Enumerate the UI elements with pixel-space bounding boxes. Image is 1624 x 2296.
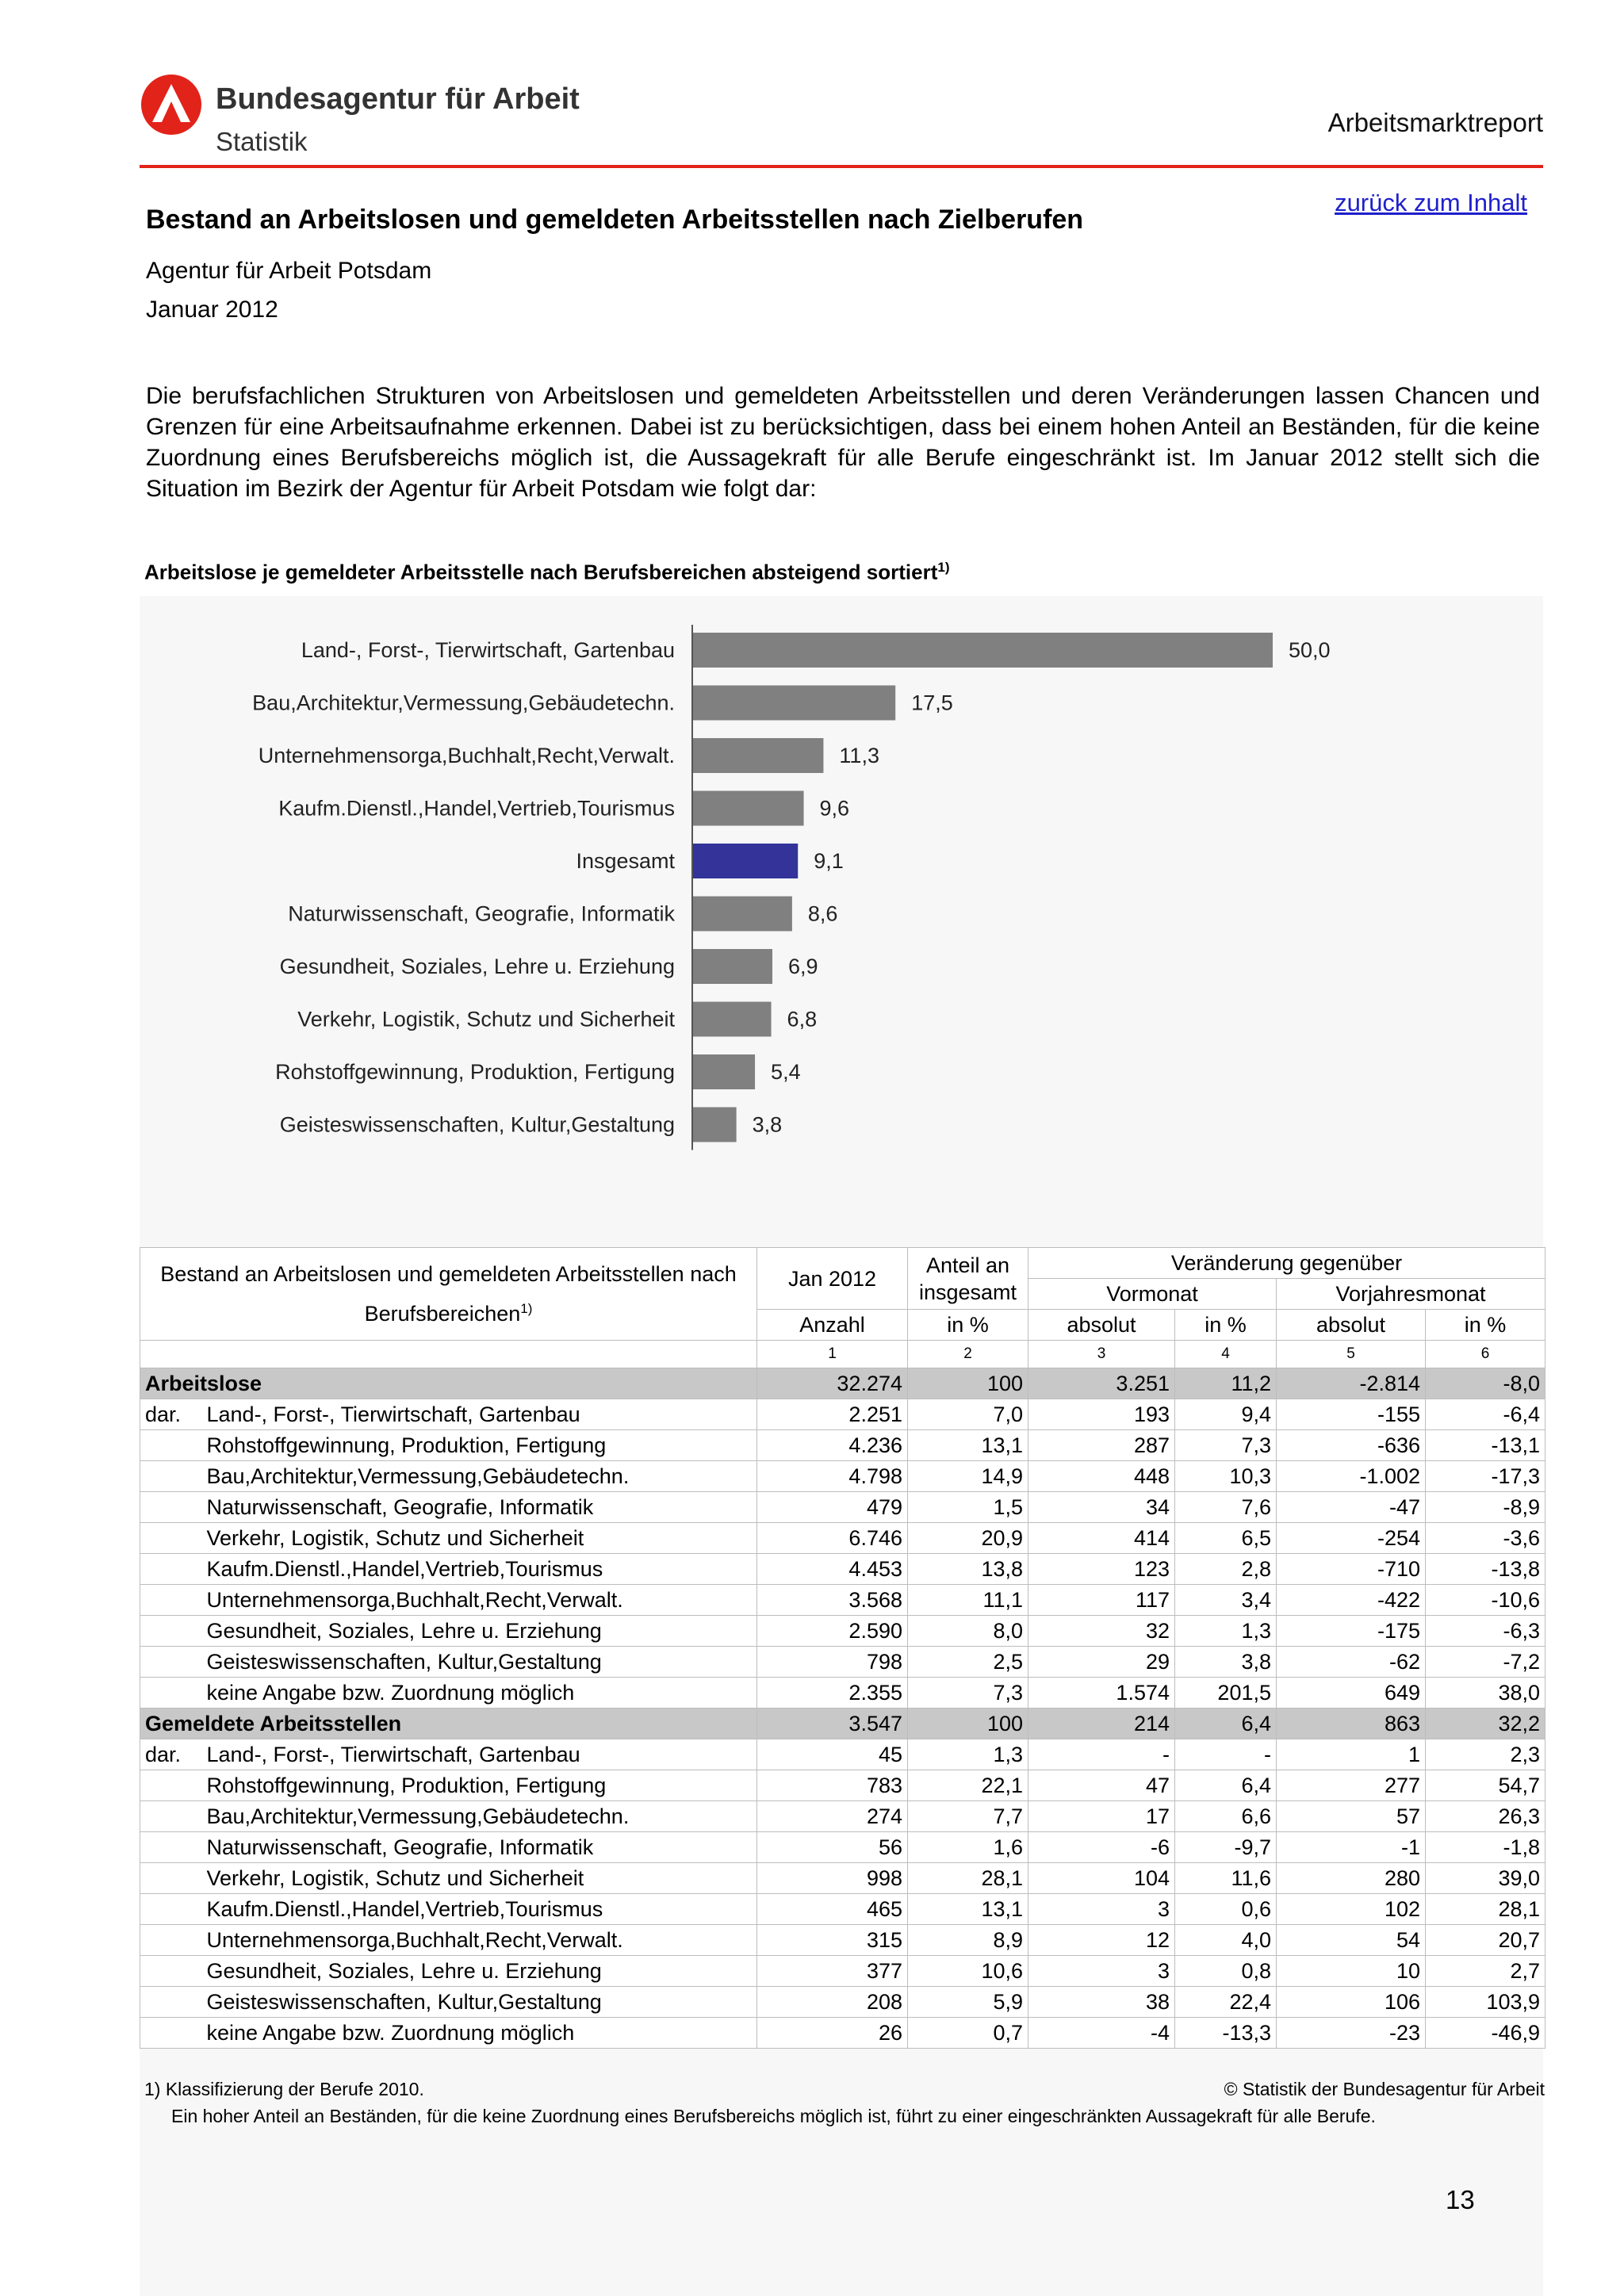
value-label: 50,0 (1289, 638, 1331, 662)
row-value: -8,9 (1426, 1492, 1545, 1523)
row-value: 193 (1028, 1399, 1175, 1430)
row-value: 29 (1028, 1647, 1175, 1678)
value-label: 6,8 (787, 1007, 818, 1031)
category-label: Gesundheit, Soziales, Lehre u. Erziehung (279, 955, 675, 978)
page-title: Bestand an Arbeitslosen und gemeldeten Arbeitsstellen nach Zielberufen (146, 205, 1084, 235)
row-label: Land-, Forst-, Tierwirtschaft, Gartenbau (202, 1739, 757, 1770)
table-main-header (140, 1248, 757, 1341)
row-value: -47 (1277, 1492, 1426, 1523)
row-value: 39,0 (1426, 1863, 1545, 1894)
row-value: -1 (1277, 1832, 1426, 1863)
row-value: -636 (1277, 1430, 1426, 1461)
category-label: Naturwissenschaft, Geografie, Informatik (288, 901, 675, 926)
row-value: 5,9 (908, 1987, 1028, 2018)
table-row (140, 1770, 1545, 1801)
row-value: 8,0 (908, 1616, 1028, 1647)
category-label: Geisteswissenschaften, Kultur,Gestaltung (279, 1112, 675, 1137)
row-value: 26,3 (1426, 1801, 1545, 1832)
row-prefix (140, 1925, 202, 1956)
row-value: -62 (1277, 1647, 1426, 1678)
unit-header: in % (1175, 1310, 1277, 1341)
row-value: 123 (1028, 1554, 1175, 1585)
category-label: Bau,Architektur,Vermessung,Gebäudetechn. (252, 691, 675, 715)
table-row (140, 1585, 1545, 1616)
row-value: 4,0 (1175, 1925, 1277, 1956)
category-label: Verkehr, Logistik, Schutz und Sicherheit (297, 1007, 675, 1031)
row-value: 287 (1028, 1430, 1175, 1461)
agency-name: Agentur für Arbeit Potsdam (146, 258, 432, 284)
row-prefix (140, 1770, 202, 1801)
row-value: -1,8 (1426, 1832, 1545, 1863)
row-value: -422 (1277, 1585, 1426, 1616)
row-label: Gesundheit, Soziales, Lehre u. Erziehung (202, 1616, 757, 1647)
section-value: -8,0 (1426, 1368, 1545, 1399)
column-index: 6 (1426, 1341, 1545, 1368)
row-value: 57 (1277, 1801, 1426, 1832)
row-prefix (140, 1523, 202, 1554)
row-value: 3 (1028, 1956, 1175, 1987)
row-value: 54 (1277, 1925, 1426, 1956)
row-value: 11,1 (908, 1585, 1028, 1616)
row-value: 47 (1028, 1770, 1175, 1801)
row-value: 104 (1028, 1863, 1175, 1894)
row-value: -1.002 (1277, 1461, 1426, 1492)
row-label: Land-, Forst-, Tierwirtschaft, Gartenbau (202, 1399, 757, 1430)
row-prefix (140, 1616, 202, 1647)
header-divider (140, 165, 1543, 168)
row-value: 13,8 (908, 1554, 1028, 1585)
row-value: -3,6 (1426, 1523, 1545, 1554)
table-body (140, 1368, 1545, 2049)
bar-5 (692, 897, 792, 932)
section-value: 32,2 (1426, 1709, 1545, 1739)
column-index: 3 (1028, 1341, 1175, 1368)
row-prefix: dar. (140, 1739, 202, 1770)
row-value: 1.574 (1028, 1678, 1175, 1709)
row-prefix (140, 1492, 202, 1523)
table-row (140, 1523, 1545, 1554)
row-value: 22,1 (908, 1770, 1028, 1801)
chart-title-footnote: 1) (937, 560, 950, 575)
row-prefix (140, 1647, 202, 1678)
row-value: - (1175, 1739, 1277, 1770)
row-value: 1,6 (908, 1832, 1028, 1863)
row-value: 2,3 (1426, 1739, 1545, 1770)
value-label: 8,6 (807, 901, 838, 926)
category-label: Insgesamt (576, 849, 675, 873)
col-header-jan: Jan 2012 (757, 1248, 908, 1310)
value-label: 6,9 (788, 955, 818, 978)
row-value: -10,6 (1426, 1585, 1545, 1616)
row-value: 4.453 (757, 1554, 908, 1585)
bar-4 (692, 844, 798, 878)
row-value: -17,3 (1426, 1461, 1545, 1492)
table-row (140, 1678, 1545, 1709)
table-row (140, 1987, 1545, 2018)
category-label: Kaufm.Dienstl.,Handel,Vertrieb,Tourismus (278, 796, 675, 821)
index-spacer (140, 1341, 757, 1368)
row-value: 1 (1277, 1739, 1426, 1770)
row-value: 10,3 (1175, 1461, 1277, 1492)
section-value: 11,2 (1175, 1368, 1277, 1399)
row-prefix (140, 1430, 202, 1461)
table-row (140, 1801, 1545, 1832)
row-value: 8,9 (908, 1925, 1028, 1956)
row-value: 34 (1028, 1492, 1175, 1523)
section-value: 32.274 (757, 1368, 908, 1399)
table-row (140, 1461, 1545, 1492)
unit-header: absolut (1277, 1310, 1426, 1341)
section-label: Arbeitslose (140, 1368, 757, 1399)
row-value: -46,9 (1426, 2018, 1545, 2049)
row-value: 106 (1277, 1987, 1426, 2018)
row-prefix (140, 1987, 202, 2018)
row-value: 4.798 (757, 1461, 908, 1492)
row-value: 201,5 (1175, 1678, 1277, 1709)
row-prefix: dar. (140, 1399, 202, 1430)
table-row (140, 1925, 1545, 1956)
row-value: - (1028, 1739, 1175, 1770)
table-row (140, 1832, 1545, 1863)
bar-1 (692, 686, 895, 721)
chart-title-text: Arbeitslose je gemeldeter Arbeitsstelle nach Berufsbereichen absteigend sortiert (144, 560, 938, 584)
col-header-vormonat: Vormonat (1028, 1279, 1277, 1310)
row-prefix (140, 1894, 202, 1925)
section-value: 6,4 (1175, 1709, 1277, 1739)
table-row (140, 1399, 1545, 1430)
row-value: -710 (1277, 1554, 1426, 1585)
row-value: 54,7 (1426, 1770, 1545, 1801)
report-name: Arbeitsmarktreport (1327, 108, 1543, 137)
table-row (140, 1492, 1545, 1523)
intro-paragraph: Die berufsfachlichen Strukturen von Arbeitslosen und gemeldeten Arbeitsstellen und deren Veränderungen lassen Chancen und Grenzen für eine Arbeitsaufnahme erkennen. Dabei ist zu berücksichtigen, dass bei einem hohen Anteil an Beständen, für die keine Zuordnung eines Berufsbereichs möglich ist, die Aussagekraft für alle Berufe eingeschränkt ist. Im Januar 2012 stellt sich die Situation im Bezirk der Agentur für Arbeit Potsdam wie folgt dar: (146, 383, 1540, 502)
col-header-vorjahresmonat: Vorjahresmonat (1277, 1279, 1545, 1310)
row-value: 32 (1028, 1616, 1175, 1647)
row-value: 798 (757, 1647, 908, 1678)
value-label: 9,6 (819, 796, 850, 821)
row-value: 28,1 (1426, 1894, 1545, 1925)
row-value: 13,1 (908, 1894, 1028, 1925)
row-value: 10 (1277, 1956, 1426, 1987)
row-value: 4.236 (757, 1430, 908, 1461)
row-value: 479 (757, 1492, 908, 1523)
row-value: 3,4 (1175, 1585, 1277, 1616)
org-name: Bundesagentur für Arbeit (216, 82, 580, 116)
bar-7 (692, 1002, 772, 1037)
back-to-contents-link[interactable]: zurück zum Inhalt (1335, 189, 1527, 216)
row-value: 6,6 (1175, 1801, 1277, 1832)
bar-3 (692, 791, 804, 826)
row-value: -13,3 (1175, 2018, 1277, 2049)
row-prefix (140, 1554, 202, 1585)
table-row (140, 1616, 1545, 1647)
row-prefix (140, 1585, 202, 1616)
unit-header: Anzahl (757, 1310, 908, 1341)
row-value: 9,4 (1175, 1399, 1277, 1430)
row-label: Bau,Architektur,Vermessung,Gebäudetechn. (202, 1461, 757, 1492)
table-section-row (140, 1709, 1545, 1739)
row-label: Geisteswissenschaften, Kultur,Gestaltung (202, 1647, 757, 1678)
row-value: 377 (757, 1956, 908, 1987)
unit-header: in % (908, 1310, 1028, 1341)
value-label: 11,3 (839, 744, 879, 767)
row-value: 2.590 (757, 1616, 908, 1647)
row-value: -13,1 (1426, 1430, 1545, 1461)
row-value: 38,0 (1426, 1678, 1545, 1709)
row-value: 3,8 (1175, 1647, 1277, 1678)
row-value: 103,9 (1426, 1987, 1545, 2018)
column-index: 5 (1277, 1341, 1426, 1368)
row-prefix (140, 1801, 202, 1832)
row-value: 448 (1028, 1461, 1175, 1492)
col-header-veraenderung: Veränderung gegenüber (1028, 1248, 1545, 1279)
org-sub: Statistik (216, 127, 308, 156)
row-value: 3.568 (757, 1585, 908, 1616)
row-value: 0,7 (908, 2018, 1028, 2049)
row-prefix (140, 1956, 202, 1987)
row-value: 465 (757, 1894, 908, 1925)
row-label: Geisteswissenschaften, Kultur,Gestaltung (202, 1987, 757, 2018)
chart-title (144, 560, 950, 585)
row-label: Rohstoffgewinnung, Produktion, Fertigung (202, 1430, 757, 1461)
table-row (140, 1647, 1545, 1678)
row-value: 26 (757, 2018, 908, 2049)
table-main-header-text: Bestand an Arbeitslosen und gemeldeten Arbeitsstellen nach Berufsbereichen (160, 1262, 737, 1326)
row-value: 56 (757, 1832, 908, 1863)
row-value: 14,9 (908, 1461, 1028, 1492)
row-value: -175 (1277, 1616, 1426, 1647)
row-value: 2.355 (757, 1678, 908, 1709)
table-row (140, 1430, 1545, 1461)
row-value: 2,5 (908, 1647, 1028, 1678)
table-row (140, 2018, 1545, 2049)
row-value: 0,8 (1175, 1956, 1277, 1987)
unit-header: in % (1426, 1310, 1545, 1341)
row-label: Verkehr, Logistik, Schutz und Sicherheit (202, 1863, 757, 1894)
row-value: 649 (1277, 1678, 1426, 1709)
row-value: 13,1 (908, 1430, 1028, 1461)
row-value: 28,1 (908, 1863, 1028, 1894)
row-value: -7,2 (1426, 1647, 1545, 1678)
table-row (140, 1863, 1545, 1894)
row-value: 0,6 (1175, 1894, 1277, 1925)
row-value: 12 (1028, 1925, 1175, 1956)
bar-2 (692, 738, 823, 773)
row-value: 11,6 (1175, 1863, 1277, 1894)
row-value: 1,3 (1175, 1616, 1277, 1647)
row-value: 277 (1277, 1770, 1426, 1801)
row-value: 998 (757, 1863, 908, 1894)
bar-8 (692, 1054, 755, 1089)
row-value: 280 (1277, 1863, 1426, 1894)
row-value: 6,5 (1175, 1523, 1277, 1554)
category-label: Land-, Forst-, Tierwirtschaft, Gartenbau (301, 638, 675, 662)
row-label: keine Angabe bzw. Zuordnung möglich (202, 2018, 757, 2049)
category-label: Unternehmensorga,Buchhalt,Recht,Verwalt. (258, 744, 675, 767)
stats-table (140, 1247, 1545, 2049)
row-label: Rohstoffgewinnung, Produktion, Fertigung (202, 1770, 757, 1801)
row-value: 315 (757, 1925, 908, 1956)
bar-6 (692, 949, 772, 984)
table-section-row (140, 1368, 1545, 1399)
row-prefix (140, 1461, 202, 1492)
row-prefix (140, 1832, 202, 1863)
column-index: 1 (757, 1341, 908, 1368)
row-value: 102 (1277, 1894, 1426, 1925)
row-value: -254 (1277, 1523, 1426, 1554)
section-value: 3.251 (1028, 1368, 1175, 1399)
copyright: © Statistik der Bundesagentur für Arbeit (1224, 2079, 1545, 2099)
row-value: 7,7 (908, 1801, 1028, 1832)
footnote-2: Ein hoher Anteil an Beständen, für die keine Zuordnung eines Berufsbereichs möglich ist, führt zu einer eingeschränkten Aussagekraft für alle Berufe. (171, 2106, 1376, 2126)
row-value: 17 (1028, 1801, 1175, 1832)
row-label: Bau,Architektur,Vermessung,Gebäudetechn. (202, 1801, 757, 1832)
row-value: -6,3 (1426, 1616, 1545, 1647)
row-label: Naturwissenschaft, Geografie, Informatik (202, 1832, 757, 1863)
row-value: 2,8 (1175, 1554, 1277, 1585)
bar-chart (140, 610, 1408, 1165)
section-label: Gemeldete Arbeitsstellen (140, 1709, 757, 1739)
row-value: 45 (757, 1739, 908, 1770)
section-value: 863 (1277, 1709, 1426, 1739)
row-value: 22,4 (1175, 1987, 1277, 2018)
row-value: -6 (1028, 1832, 1175, 1863)
row-label: Unternehmensorga,Buchhalt,Recht,Verwalt. (202, 1925, 757, 1956)
category-label: Rohstoffgewinnung, Produktion, Fertigung (275, 1060, 675, 1084)
row-value: -4 (1028, 2018, 1175, 2049)
row-value: 6.746 (757, 1523, 908, 1554)
report-month: Januar 2012 (146, 297, 278, 323)
ba-logo-icon (140, 73, 203, 136)
row-value: 783 (757, 1770, 908, 1801)
table-row (140, 1894, 1545, 1925)
bar-0 (692, 633, 1273, 668)
section-value: 100 (908, 1368, 1028, 1399)
section-value: -2.814 (1277, 1368, 1426, 1399)
footnote-1: 1) Klassifizierung der Berufe 2010. (144, 2079, 424, 2099)
table-row (140, 1554, 1545, 1585)
row-value: 7,3 (1175, 1430, 1277, 1461)
row-value: -6,4 (1426, 1399, 1545, 1430)
row-value: 2,7 (1426, 1956, 1545, 1987)
row-prefix (140, 1678, 202, 1709)
column-index: 4 (1175, 1341, 1277, 1368)
value-label: 5,4 (771, 1060, 801, 1084)
page-number: 13 (1446, 2185, 1475, 2214)
section-value: 3.547 (757, 1709, 908, 1739)
row-value: 7,3 (908, 1678, 1028, 1709)
row-value: 2.251 (757, 1399, 908, 1430)
row-value: 20,9 (908, 1523, 1028, 1554)
unit-header: absolut (1028, 1310, 1175, 1341)
row-label: Gesundheit, Soziales, Lehre u. Erziehung (202, 1956, 757, 1987)
row-value: 1,5 (908, 1492, 1028, 1523)
row-value: 7,0 (908, 1399, 1028, 1430)
column-index: 2 (908, 1341, 1028, 1368)
row-value: 208 (757, 1987, 908, 2018)
row-label: Kaufm.Dienstl.,Handel,Vertrieb,Tourismus (202, 1894, 757, 1925)
section-value: 100 (908, 1709, 1028, 1739)
row-value: 3 (1028, 1894, 1175, 1925)
row-value: 117 (1028, 1585, 1175, 1616)
row-prefix (140, 1863, 202, 1894)
row-value: 10,6 (908, 1956, 1028, 1987)
table-row (140, 1956, 1545, 1987)
row-label: Verkehr, Logistik, Schutz und Sicherheit (202, 1523, 757, 1554)
row-value: 6,4 (1175, 1770, 1277, 1801)
row-value: -23 (1277, 2018, 1426, 2049)
row-label: Naturwissenschaft, Geografie, Informatik (202, 1492, 757, 1523)
row-value: -155 (1277, 1399, 1426, 1430)
table-row (140, 1739, 1545, 1770)
value-label: 9,1 (814, 849, 844, 873)
row-prefix (140, 2018, 202, 2049)
row-value: 274 (757, 1801, 908, 1832)
value-label: 3,8 (752, 1112, 783, 1137)
row-label: keine Angabe bzw. Zuordnung möglich (202, 1678, 757, 1709)
row-value: -9,7 (1175, 1832, 1277, 1863)
row-value: 38 (1028, 1987, 1175, 2018)
bar-9 (692, 1108, 737, 1142)
row-label: Unternehmensorga,Buchhalt,Recht,Verwalt. (202, 1585, 757, 1616)
row-value: 1,3 (908, 1739, 1028, 1770)
col-header-anteil: Anteil an insgesamt (908, 1248, 1028, 1310)
row-value: -13,8 (1426, 1554, 1545, 1585)
row-value: 20,7 (1426, 1925, 1545, 1956)
value-label: 17,5 (911, 691, 953, 715)
row-label: Kaufm.Dienstl.,Handel,Vertrieb,Tourismus (202, 1554, 757, 1585)
row-value: 7,6 (1175, 1492, 1277, 1523)
row-value: 414 (1028, 1523, 1175, 1554)
section-value: 214 (1028, 1709, 1175, 1739)
table-main-footnote: 1) (520, 1301, 533, 1316)
